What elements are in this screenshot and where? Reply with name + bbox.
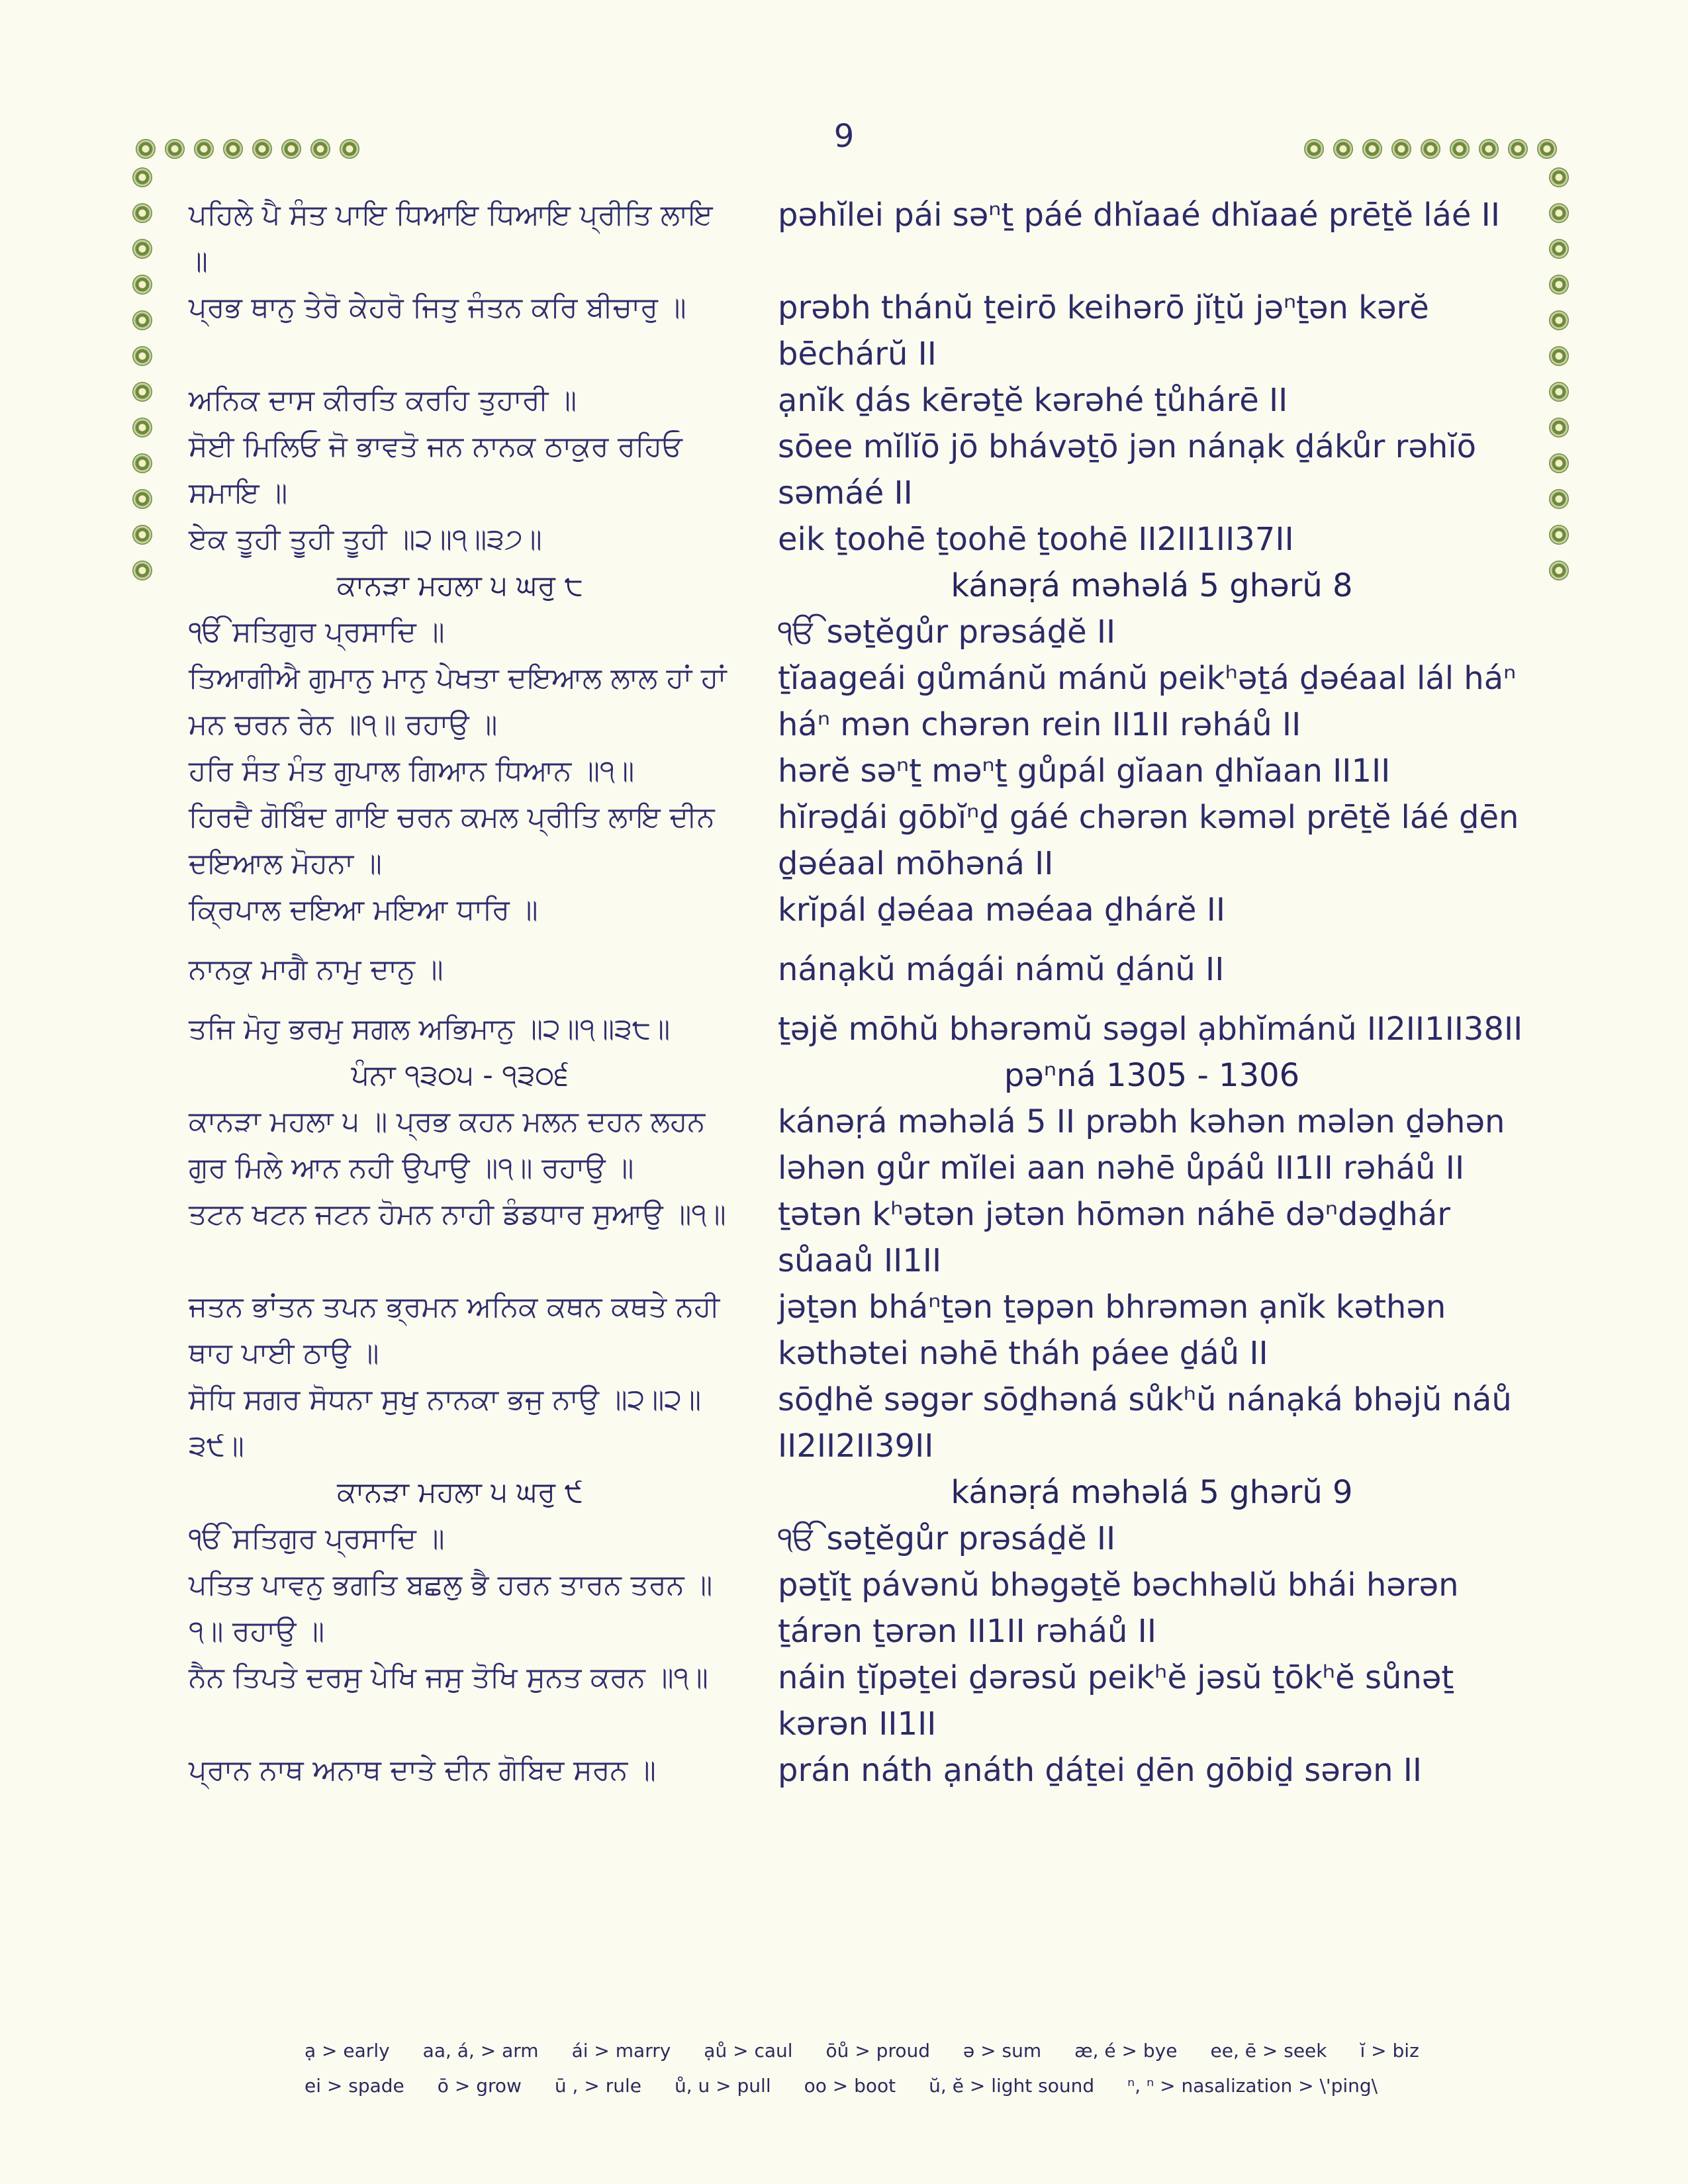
legend-item: ee, ē > seek [1210, 2040, 1327, 2062]
top-right-flower-border [1304, 139, 1557, 165]
legend-item: ⁿ, ⁿ > nasalization > \'ping\ [1127, 2075, 1378, 2097]
legend-item: ō > grow [437, 2075, 522, 2097]
flower-icon [1549, 310, 1569, 330]
flower-icon [310, 139, 330, 159]
flower-icon [252, 139, 272, 159]
transliteration-line: pəṯĭṯ pávənŭ bhəgəṯĕ bəchhəlŭ bhái hərən ṯárən ṯərən II1II rəháů II [778, 1567, 1459, 1650]
transliteration-line: ੴ səṯĕgůr prəsáḏĕ II [778, 614, 1116, 651]
legend-item: ạů > caul [704, 2040, 793, 2062]
transliteration-line: eik ṯoohē ṯoohē ṯoohē II2II1II37II [778, 521, 1294, 558]
flower-icon [136, 139, 156, 159]
flower-icon [132, 525, 152, 545]
flower-icon [1421, 139, 1440, 159]
flower-icon [132, 310, 152, 330]
transliteration-line: pəhĭlei pái səⁿṯ páé dhĭaaé dhĭaaé prēṯĕ láé II [778, 197, 1500, 234]
transliteration-line: sōee mĭlĭō jō bhávəṯō jən nánạk ḏákůr rəhĭō səmáé II [778, 428, 1477, 512]
legend-item: ĭ > biz [1360, 2040, 1419, 2062]
pronunciation-legend [305, 2040, 1496, 2110]
flower-icon [1537, 139, 1557, 159]
gurmukhi-line: ਕਾਨੜਾ ਮਹਲਾ ੫ ॥ ਪ੍ਰਭ ਕਹਨ ਮਲਨ ਦਹਨ ਲਹਨ ਗੁਰ ਮਿਲੇ ਆਨ ਨਹੀ ਉਪਾਉ ॥੧॥ ਰਹਾਉ ॥ [189, 1105, 706, 1185]
top-left-flower-border [136, 139, 359, 165]
legend-item: aa, á, > arm [422, 2040, 539, 2062]
legend-item: ei > spade [305, 2075, 404, 2097]
gurmukhi-line: ਕ੍ਰਿਪਾਲ ਦਇਆ ਮਇਆ ਧਾਰਿ ॥ [189, 893, 538, 927]
transliteration-line: ṯətən kʰətən jətən hōmən náhē dəⁿdəḏhár sůaaů II1II [778, 1196, 1451, 1279]
legend-item: oo > boot [804, 2075, 896, 2097]
verse-row [189, 1284, 1526, 1377]
flower-icon [132, 561, 152, 580]
left-flower-border [132, 167, 159, 580]
verse-row [189, 285, 1526, 377]
gurmukhi-line: ਪਤਿਤ ਪਾਵਨੁ ਭਗਤਿ ਬਛਲੁ ਭੈ ਹਰਨ ਤਾਰਨ ਤਰਨ ॥੧॥ ਰਹਾਉ ॥ [189, 1569, 713, 1648]
page-number: 9 [833, 118, 855, 155]
flower-icon [1549, 525, 1569, 545]
transliteration-line: kánəṛá məhəlá 5 II prəbh kəhən mələn ḏəhən ləhən gůr mĭlei aan nəhē ůpáů II1II rəháů II [778, 1103, 1505, 1187]
gurmukhi-line: ੴ ਸਤਿਗੁਰ ਪ੍ਰਸਾਦਿ ॥ [189, 615, 445, 649]
legend-item: ŭ, ĕ > light sound [929, 2075, 1095, 2097]
section-heading-gurmukhi: ਕਾਨੜਾ ਮਹਲਾ ੫ ਘਰੁ ੮ [336, 569, 583, 602]
flower-icon [1508, 139, 1528, 159]
flower-icon [132, 453, 152, 473]
transliteration-line: prəbh thánŭ ṯeirō keihərō jĭṯŭ jəⁿṯən kərĕ bēchárŭ II [778, 289, 1429, 373]
gurmukhi-line: ਹਰਿ ਸੰਤ ਮੰਤ ਗੁਪਾਲ ਗਿਆਨ ਧਿਆਨ ॥੧॥ [189, 754, 635, 788]
page-reference-row [189, 1052, 1526, 1099]
legend-item: ái > marry [571, 2040, 671, 2062]
section-heading-row [189, 1469, 1526, 1516]
verse-row [189, 1562, 1526, 1655]
flower-icon [1450, 139, 1470, 159]
verse-row [189, 1191, 1526, 1284]
transliteration-line: nánạkŭ mágái námŭ ḏánŭ II [778, 951, 1225, 988]
flower-icon [1391, 139, 1411, 159]
verse-row [189, 794, 1526, 887]
transliteration-line: ੴ səṯĕgůr prəsáḏĕ II [778, 1520, 1116, 1557]
flower-icon [132, 167, 152, 187]
verse-row [189, 377, 1526, 424]
gurmukhi-line: ਅਨਿਕ ਦਾਸ ਕੀਰਤਿ ਕਰਹਿ ਤੁਹਾਰੀ ॥ [189, 384, 577, 417]
transliteration-line: hərĕ səⁿṯ məⁿṯ gůpál gĭaan ḏhĭaan II1II [778, 752, 1391, 790]
verse-row [189, 1377, 1526, 1469]
verse-row [189, 424, 1526, 516]
flower-icon [340, 139, 359, 159]
flower-icon [1549, 239, 1569, 259]
transliteration-line: hĭrəḏái gōbĭⁿḏ gáé chərən kəməl prēṯĕ láé ḏēn ḏəéaal mōhəná II [778, 799, 1519, 882]
verse-row [189, 1006, 1526, 1052]
flower-icon [1362, 139, 1382, 159]
gurmukhi-line: ਤਜਿ ਮੋਹੁ ਭਰਮੁ ਸਗਲ ਅਭਿਮਾਨੁ ॥੨॥੧॥੩੮॥ [189, 1013, 671, 1046]
gurmukhi-line: ਪ੍ਰਾਨ ਨਾਥ ਅਨਾਥ ਦਾਤੇ ਦੀਨ ਗੋਬਿਦ ਸਰਨ ॥ [189, 1754, 656, 1787]
verse-row [189, 609, 1526, 655]
gurmukhi-line: ਜਤਨ ਭਾਂਤਨ ਤਪਨ ਭ੍ਰਮਨ ਅਨਿਕ ਕਥਨ ਕਥਤੇ ਨਹੀ ਥਾਹ ਪਾਈ ਠਾਉ ॥ [189, 1291, 720, 1370]
flower-icon [1333, 139, 1353, 159]
verse-row [189, 1516, 1526, 1562]
transliteration-line: ṯĭaageái gůmánŭ mánŭ peikʰəṯá ḏəéaal lál háⁿ háⁿ mən chərən rein II1II rəháů II [778, 660, 1517, 743]
flower-icon [1549, 167, 1569, 187]
transliteration-line: krĭpál ḏəéaa məéaa ḏhárĕ II [778, 891, 1226, 929]
transliteration-line: jəṯən bháⁿṯən ṯəpən bhrəmən ạnĭk kəthən kəthətei nəhē tháh páee ḏáů II [778, 1289, 1446, 1372]
flower-icon [281, 139, 301, 159]
gurmukhi-line: ੴ ਸਤਿਗੁਰ ਪ੍ਰਸਾਦਿ ॥ [189, 1522, 445, 1555]
verse-row [189, 946, 1526, 993]
flower-icon [1549, 561, 1569, 580]
page-reference-gurmukhi: ਪੰਨਾ ੧੩੦੫ - ੧੩੦੬ [351, 1059, 569, 1092]
flower-icon [165, 139, 185, 159]
verse-row [189, 1099, 1526, 1191]
flower-icon [1549, 382, 1569, 402]
flower-icon [1549, 275, 1569, 295]
flower-icon [1304, 139, 1324, 159]
gurmukhi-line: ਸੋਧਿ ਸਗਰ ਸੋਧਨਾ ਸੁਖੁ ਨਾਨਕਾ ਭਜੁ ਨਾਉ ॥੨॥੨॥੩੯॥ [189, 1383, 702, 1463]
legend-item: ū , > rule [554, 2075, 641, 2097]
legend-item: æ, é > bye [1074, 2040, 1178, 2062]
verse-row [189, 516, 1526, 563]
flower-icon [1549, 489, 1569, 509]
section-heading-row [189, 563, 1526, 609]
flower-icon [132, 203, 152, 223]
section-heading-gurmukhi: ਕਾਨੜਾ ਮਹਲਾ ੫ ਘਰੁ ੯ [337, 1476, 583, 1509]
transliteration-line: náin ṯĭpəṯei ḏərəsŭ peikʰĕ jəsŭ ṯōkʰĕ sůnəṯ kərən II1II [778, 1659, 1454, 1743]
gurmukhi-line: ਨਾਨਕੁ ਮਾਗੈ ਨਾਮੁ ਦਾਨੁ ॥ [189, 953, 444, 986]
gurmukhi-line: ਨੈਨ ਤਿਪਤੇ ਦਰਸੁ ਪੇਖਿ ਜਸੁ ਤੋਖਿ ਸੁਨਤ ਕਰਨ ॥੧॥ [189, 1661, 708, 1694]
verse-row [189, 887, 1526, 933]
verse-row [189, 748, 1526, 794]
verse-table [189, 192, 1526, 1794]
flower-icon [1549, 203, 1569, 223]
flower-icon [132, 275, 152, 295]
gurmukhi-line: ਤਟਨ ਖਟਨ ਜਟਨ ਹੋਮਨ ਨਾਹੀ ਡੰਡਧਾਰ ਸੁਆਉ ॥੧॥ [189, 1198, 726, 1231]
gurmukhi-line: ਹਿਰਦੈ ਗੋਬਿੰਦ ਗਾਇ ਚਰਨ ਕਮਲ ਪ੍ਰੀਤਿ ਲਾਇ ਦੀਨ ਦਇਆਲ ਮੋਹਨਾ ॥ [189, 801, 715, 880]
flower-icon [1549, 453, 1569, 473]
gurmukhi-line: ਪਹਿਲੇ ਪੈ ਸੰਤ ਪਾਇ ਧਿਆਇ ਧਿਆਇ ਪ੍ਰੀਤਿ ਲਾਇ ॥ [189, 199, 713, 278]
verse-row [189, 655, 1526, 748]
flower-icon [1549, 418, 1569, 437]
verse-row [189, 1655, 1526, 1747]
section-heading-transliteration: kánəṛá məhəlá 5 ghərŭ 9 [951, 1474, 1353, 1511]
flower-icon [223, 139, 243, 159]
section-heading-transliteration: kánəṛá məhəlá 5 ghərŭ 8 [951, 567, 1353, 604]
legend-row [305, 2040, 1496, 2062]
flower-icon [1549, 346, 1569, 366]
legend-item: ạ > early [305, 2040, 390, 2062]
transliteration-line: ạnĭk ḏás kērəṯĕ kərəhé ṯůhárē II [778, 382, 1288, 419]
flower-icon [194, 139, 214, 159]
transliteration-line: sōḏhĕ səgər sōḏhəná sůkʰŭ nánạká bhəjŭ náů II2II2II39II [778, 1381, 1512, 1465]
gurmukhi-line: ਪ੍ਰਭ ਥਾਨੁ ਤੇਰੋ ਕੇਹਰੋ ਜਿਤੁ ਜੰਤਨ ਕਰਿ ਬੀਚਾਰੁ ॥ [189, 291, 686, 324]
transliteration-line: ṯəjĕ mōhŭ bhərəmŭ səgəl ạbhĭmánŭ II2II1II38II [778, 1011, 1523, 1048]
flower-icon [132, 239, 152, 259]
legend-item: ə > sum [963, 2040, 1042, 2062]
gurmukhi-line: ਤਿਆਗੀਐ ਗੁਮਾਨੁ ਮਾਨੁ ਪੇਖਤਾ ਦਇਆਲ ਲਾਲ ਹਾਂ ਹਾਂ ਮਨ ਚਰਨ ਰੇਨ ॥੧॥ ਰਹਾਉ ॥ [189, 662, 727, 741]
legend-item: ōů > proud [825, 2040, 931, 2062]
transliteration-line: prán náth ạnáth ḏáṯei ḏēn gōbiḏ sərən II [778, 1752, 1423, 1789]
page-reference-transliteration: pəⁿná 1305 - 1306 [1004, 1057, 1300, 1094]
flower-icon [132, 489, 152, 509]
legend-item: ů, u > pull [674, 2075, 771, 2097]
flower-icon [132, 346, 152, 366]
gurmukhi-line: ਏਕ ਤੂਹੀ ਤੂਹੀ ਤੂਹੀ ॥੨॥੧॥੩੭॥ [189, 523, 542, 556]
legend-row [305, 2075, 1496, 2097]
verse-row [189, 192, 1526, 285]
flower-icon [1479, 139, 1499, 159]
right-flower-border [1549, 167, 1575, 580]
gurmukhi-line: ਸੋਈ ਮਿਲਿਓ ਜੋ ਭਾਵਤੋ ਜਨ ਨਾਨਕ ਠਾਕੁਰ ਰਹਿਓ ਸਮਾਇ ॥ [189, 430, 682, 510]
verse-row [189, 1747, 1526, 1794]
flower-icon [132, 418, 152, 437]
flower-icon [132, 382, 152, 402]
